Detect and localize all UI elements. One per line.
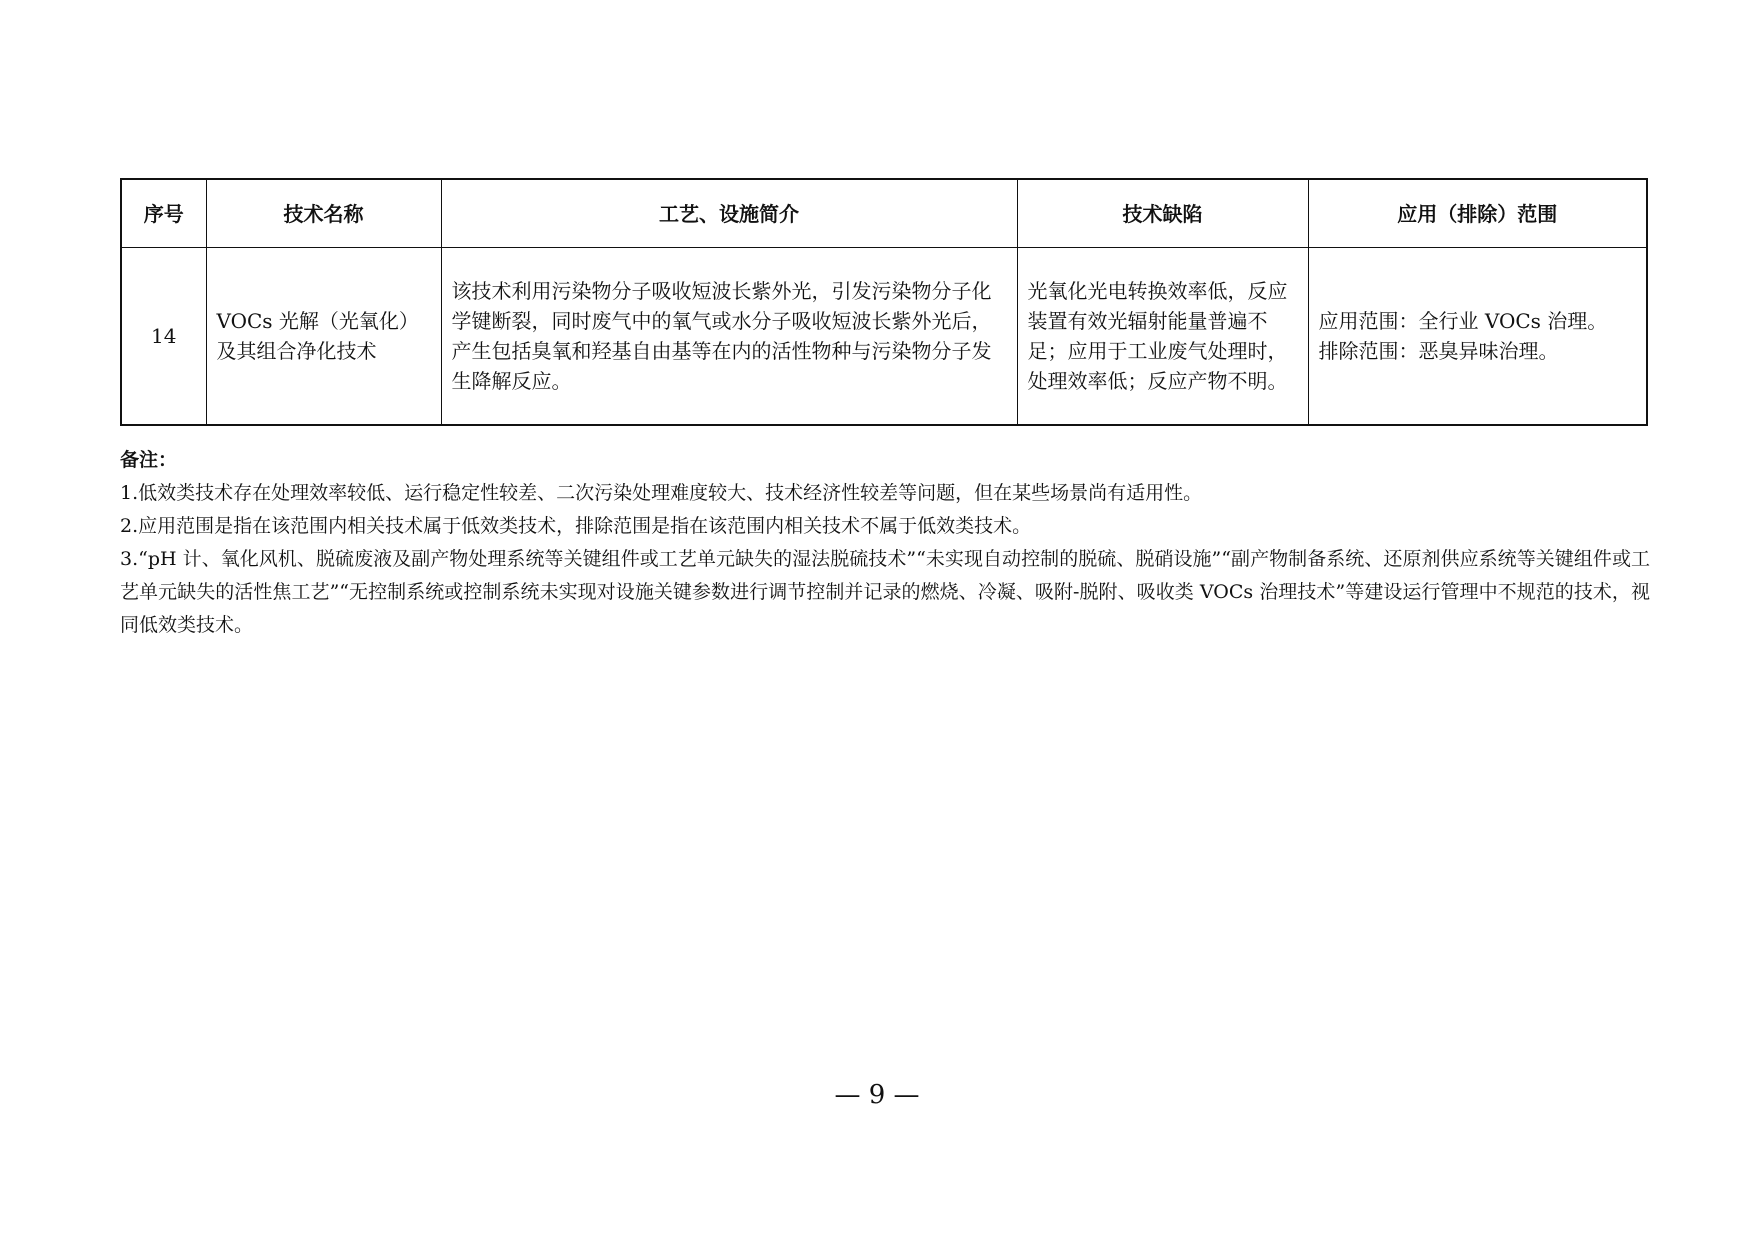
cell-tech-name: VOCs 光解（光氧化）及其组合净化技术 — [206, 248, 441, 426]
technology-table — [120, 178, 1648, 426]
scope-exclude: 排除范围：恶臭异味治理。 — [1318, 339, 1559, 363]
header-tech-defect: 技术缺陷 — [1017, 179, 1308, 248]
cell-seq: 14 — [121, 248, 206, 426]
note-item-2: 2.应用范围是指在该范围内相关技术属于低效类技术，排除范围是指在该范围内相关技术不属于低效类技术。 — [120, 515, 1032, 537]
notes-title: 备注： — [120, 449, 178, 471]
cell-process-intro: 该技术利用污染物分子吸收短波长紫外光，引发污染物分子化学键断裂，同时废气中的氧气或水分子吸收短波长紫外光后，产生包括臭氧和羟基自由基等在内的活性物种与污染物分子发生降解反应。 — [441, 248, 1017, 426]
header-scope: 应用（排除）范围 — [1308, 179, 1647, 248]
note-item-3: 3.“pH 计、氧化风机、脱硫废液及副产物处理系统等关键组件或工艺单元缺失的湿法脱硫技术”“未实现自动控制的脱硫、脱硝设施”“副产物制备系统、还原剂供应系统等关键组件或工艺单元缺失的活性焦工艺”“无控制系统或控制系统未实现对设施关键参数进行调节控制并记录的燃烧、冷凝、吸附-脱附、吸收类 VOCs 治理技术”等建设运行管理中不规范的技术，视同低效类技术。 — [120, 548, 1650, 636]
table-row — [121, 248, 1647, 426]
header-seq: 序号 — [121, 179, 206, 248]
table-header-row — [121, 179, 1647, 248]
header-process-intro: 工艺、设施简介 — [441, 179, 1017, 248]
cell-scope — [1308, 248, 1647, 426]
page-number: — 9 — — [834, 1080, 920, 1110]
scope-apply: 应用范围：全行业 VOCs 治理。 — [1318, 309, 1608, 333]
cell-tech-defect: 光氧化光电转换效率低，反应装置有效光辐射能量普遍不足；应用于工业废气处理时，处理效率低；反应产物不明。 — [1017, 248, 1308, 426]
notes-section — [120, 444, 1650, 642]
note-item-1: 1.低效类技术存在处理效率较低、运行稳定性较差、二次污染处理难度较大、技术经济性较差等问题，但在某些场景尚有适用性。 — [120, 482, 1203, 504]
header-tech-name: 技术名称 — [206, 179, 441, 248]
